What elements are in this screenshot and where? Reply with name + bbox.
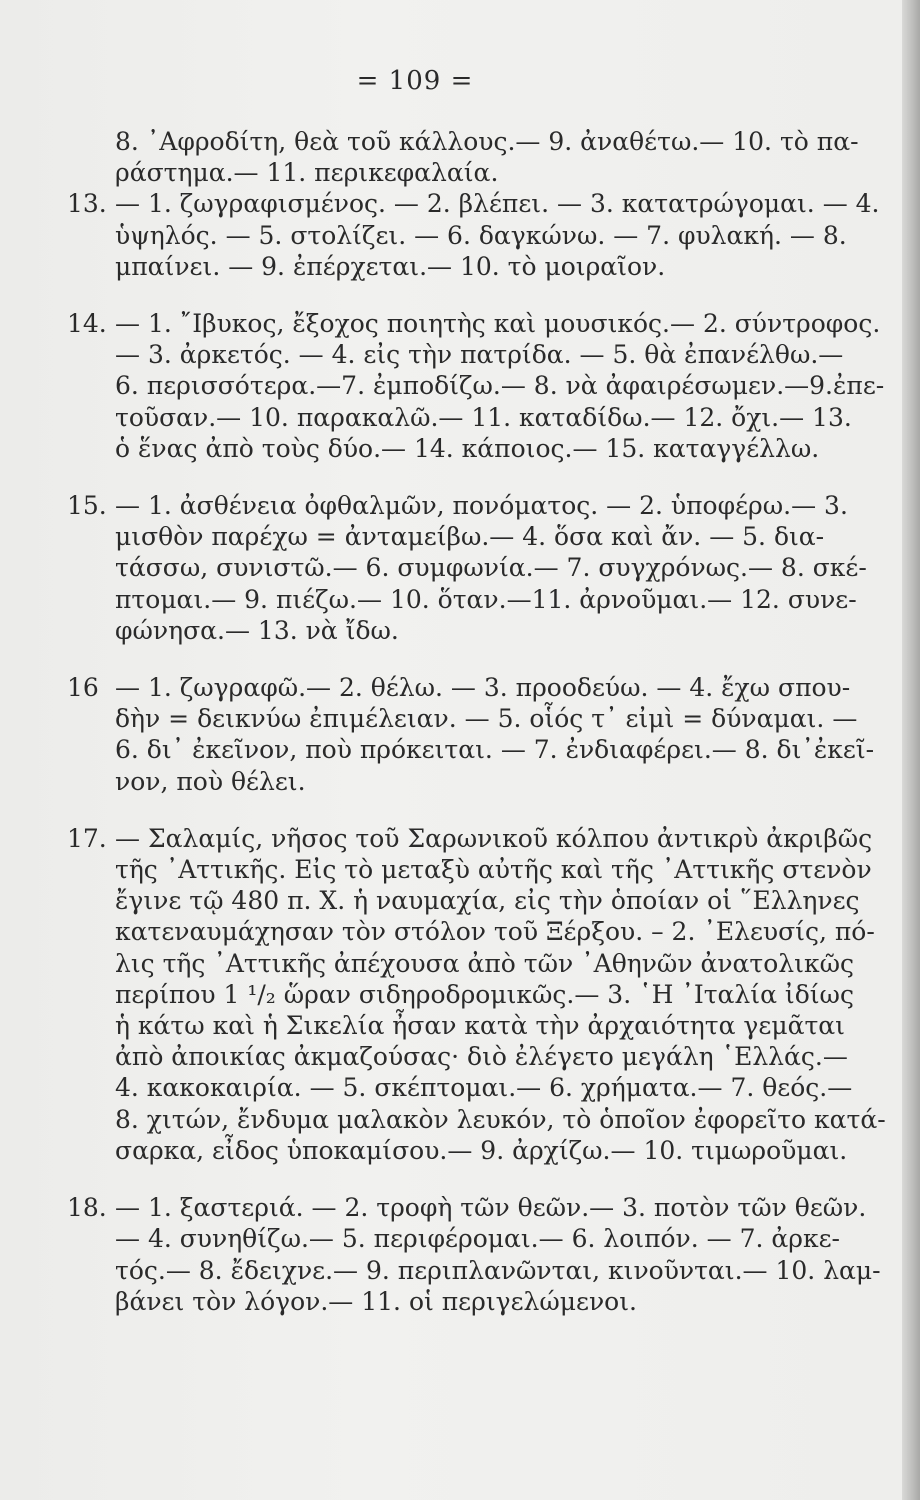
text-line: πτομαι.— 9. πιέζω.— 10. ὅταν.—11. ἀρνοῦμαι.— 12. συνε- [115,584,857,614]
section-number: 14. [67,309,107,339]
text-line: περίπου 1 ¹/₂ ὥραν σιδηροδρομικῶς.— 3. ῾Η ᾿Ιταλία ἰδίως [115,979,854,1009]
page-edge [902,0,920,1500]
section-12-continued [115,126,859,188]
text-line: ὑψηλός. — 5. στολίζει. — 6. δαγκώνω. — 7. φυλακή. — 8. [115,220,847,250]
page-number: = 109 = [356,66,474,96]
section-16 [67,672,875,797]
text-line: — 1. ξαστεριά. — 2. τροφὴ τῶν θεῶν.— 3. ποτὸν τῶν θεῶν. [115,1193,867,1223]
text-line: — 1. ζωγραφῶ.— 2. θέλω. — 3. προοδεύω. — 4. ἔχω σπου- [115,673,851,703]
section-13 [67,188,880,282]
text-line: 8. χιτών, ἔνδυμα μαλακὸν λευκόν, τὸ ὁποῖον ἐφορεῖτο κατά- [115,1104,886,1134]
text-line: ἡ κάτω καὶ ἡ Σικελία ἦσαν κατὰ τὴν ἀρχαιότητα γεμᾶται [115,1011,845,1041]
text-line: — 4. συνηθίζω.— 5. περιφέρομαι.— 6. λοιπόν. — 7. ἀρκε- [115,1224,840,1254]
text-line: ὁ ἕνας ἀπὸ τοὺς δύο.— 14. κάποιος.— 15. καταγγέλλω. [115,433,820,463]
section-number: 16 [67,673,99,703]
text-line: κατεναυμάχησαν τὸν στόλον τοῦ Ξέρξου. – 2. ᾿Ελευσίς, πό- [115,917,875,947]
section-number: 18. [67,1193,107,1223]
text-line: — 1. ζωγραφισμένος. — 2. βλέπει. — 3. κατατρώγομαι. — 4. [115,189,880,219]
text-line: τάσσω, συνιστῶ.— 6. συμφωνία.— 7. συγχρόνως.— 8. σκέ- [115,553,867,583]
text-line: βάνει τὸν λόγον.— 11. οἱ περιγελώμενοι. [115,1286,637,1316]
text-line: μισθὸν παρέχω = ἀνταμείβω.— 4. ὅσα καὶ ἄν. — 5. δια- [115,522,825,552]
text-line: λις τῆς ᾿Αττικῆς ἀπέχουσα ἀπὸ τῶν ᾿Αθηνῶν ἀνατολικῶς [115,948,854,978]
section-17 [67,823,886,1166]
section-number: 13. [67,189,107,219]
text-line: 4. κακοκαιρία. — 5. σκέπτομαι.— 6. χρήματα.— 7. θεός.— [115,1073,853,1103]
section-15 [67,490,867,646]
text-line: ράστημα.— 11. περικεφαλαία. [115,158,499,188]
section-14 [67,308,885,464]
text-line: τῆς ᾿Αττικῆς. Εἰς τὸ μεταξὺ αὐτῆς καὶ τῆς ᾿Αττικῆς στενὸν [115,855,872,885]
text-line: — 3. ἀρκετός. — 4. εἰς τὴν πατρίδα. — 5. θὰ ἐπανέλθω.— [115,340,844,370]
text-line: σαρκα, εἶδος ὑποκαμίσου.— 9. ἀρχίζω.— 10. τιμωροῦμαι. [115,1135,848,1165]
text-line: ἔγινε τῷ 480 π. Χ. ἡ ναυμαχία, εἰς τὴν ὁποίαν οἱ ῞Ελληνες [115,886,860,916]
text-line: — 1. ῎Ιβυκος, ἔξοχος ποιητὴς καὶ μουσικός.— 2. σύντροφος. [115,309,881,339]
text-line: ἀπὸ ἀποικίας ἀκμαζούσας· διὸ ἐλέγετο μεγάλη ῾Ελλάς.— [115,1042,848,1072]
text-line: — 1. ἀσθένεια ὀφθαλμῶν, πονόματος. — 2. ὑποφέρω.— 3. [115,491,848,521]
text-line: δὴν = δεικνύω ἐπιμέλειαν. — 5. οἷός τ᾽ εἰμὶ = δύναμαι. — [115,704,858,734]
text-line: 8. ᾿Αφροδίτη, θεὰ τοῦ κάλλους.— 9. ἀναθέτω.— 10. τὸ πα- [115,127,859,156]
text-line: — Σαλαμίς, νῆσος τοῦ Σαρωνικοῦ κόλπου ἀντικρὺ ἀκριβῶς [115,823,873,853]
section-number: 17. [67,823,107,853]
text-line: 6. δι᾽ ἐκεῖνον, ποὺ πρόκειται. — 7. ἐνδιαφέρει.— 8. δι᾽ἐκεῖ- [115,735,875,765]
text-line: νον, ποὺ θέλει. [115,766,306,796]
text-line: φώνησα.— 13. νὰ ἴδω. [115,615,399,645]
text-line: τοῦσαν.— 10. παρακαλῶ.— 11. καταδίδω.— 12. ὄχι.— 13. [115,402,852,432]
text-line: 6. περισσότερα.—7. ἐμποδίζω.— 8. νὰ ἀφαιρέσωμεν.—9.ἐπε- [115,371,885,401]
section-number: 15. [67,491,107,521]
answer-key-text [67,126,886,1338]
text-line: μπαίνει. — 9. ἐπέρχεται.— 10. τὸ μοιραῖον. [115,251,666,281]
section-18 [67,1192,881,1317]
text-line: τός.— 8. ἔδειχνε.— 9. περιπλανῶνται, κινοῦνται.— 10. λαμ- [115,1255,881,1285]
